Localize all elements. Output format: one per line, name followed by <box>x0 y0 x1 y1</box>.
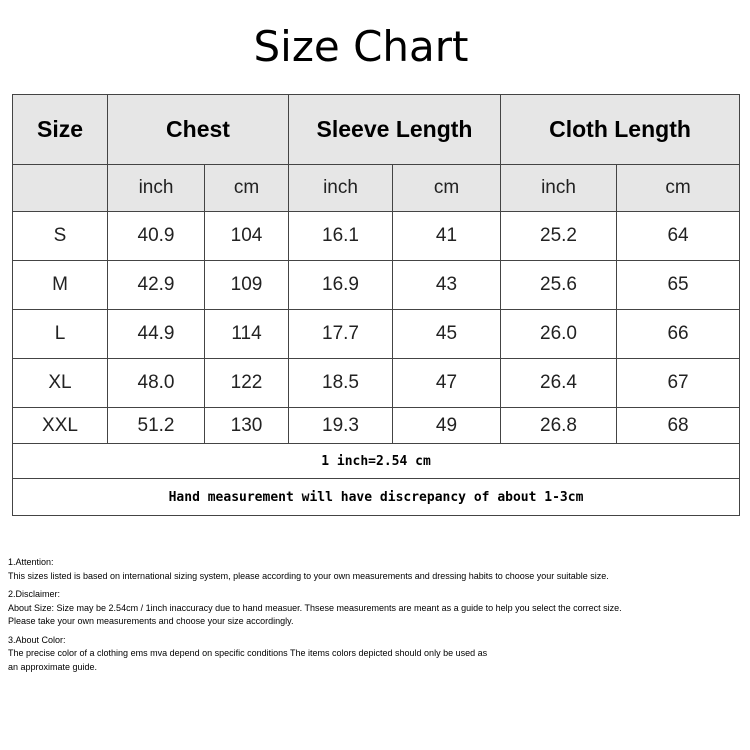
attention-heading: 1.Attention: <box>8 557 54 567</box>
unit-sleeve-inch: inch <box>289 165 393 212</box>
table-cell: 47 <box>393 359 501 408</box>
header-cloth-length: Cloth Length <box>501 95 740 165</box>
table-cell: 48.0 <box>108 359 205 408</box>
table-cell: 17.7 <box>289 310 393 359</box>
color-text: The precise color of a clothing ems mva depend on specific conditions The items colors depicted should only be used as <box>8 648 488 658</box>
conversion-note-row <box>13 444 740 479</box>
table-cell: 130 <box>205 408 289 444</box>
table-cell: 43 <box>393 261 501 310</box>
table-cell: 19.3 <box>289 408 393 444</box>
table-cell: 122 <box>205 359 289 408</box>
disclaimer-text: About Size: Size may be 2.54cm / 1inch inaccuracy due to hand measuer. Thsese measurements are meant as a guide to help you select the correct size. <box>8 602 622 613</box>
conversion-note: 1 inch=2.54 cm <box>13 444 740 479</box>
table-cell: 26.0 <box>501 310 617 359</box>
disclaimer-heading: 2.Disclaimer: <box>8 589 61 599</box>
table-cell: 18.5 <box>289 359 393 408</box>
page-title: Size Chart <box>253 22 469 71</box>
unit-chest-inch: inch <box>108 165 205 212</box>
discrepancy-note: Hand measurement will have discrepancy of about 1-3cm <box>13 479 740 516</box>
size-cell: S <box>13 212 108 261</box>
attention-text: This sizes listed is based on international sizing system, please according to your own measurements and dressing habits to choose your suitable size. <box>8 570 609 581</box>
header-chest: Chest <box>108 95 289 165</box>
color-note <box>8 634 746 675</box>
table-row <box>13 359 740 408</box>
table-cell: 64 <box>617 212 740 261</box>
header-row <box>13 95 740 165</box>
table-cell: 40.9 <box>108 212 205 261</box>
color-heading: 3.About Color: <box>8 634 66 645</box>
header-sleeve-length: Sleeve Length <box>289 95 501 165</box>
unit-chest-cm: cm <box>205 165 289 212</box>
size-cell: XL <box>13 359 108 408</box>
table-cell: 51.2 <box>108 408 205 444</box>
table-row <box>13 261 740 310</box>
table-cell: 66 <box>617 310 740 359</box>
table-cell: 16.1 <box>289 212 393 261</box>
table-cell: 114 <box>205 310 289 359</box>
table-cell: 67 <box>617 359 740 408</box>
table-cell: 65 <box>617 261 740 310</box>
table-cell: 42.9 <box>108 261 205 310</box>
table-cell: 104 <box>205 212 289 261</box>
table-row <box>13 212 740 261</box>
size-chart-table <box>12 94 740 516</box>
disclaimer-text: Please take your own measurements and choose your size accordingly. <box>8 616 294 626</box>
table-cell: 25.2 <box>501 212 617 261</box>
table-cell: 26.8 <box>501 408 617 444</box>
table-cell: 109 <box>205 261 289 310</box>
unit-row <box>13 165 740 212</box>
disclaimer-note <box>8 588 746 629</box>
header-size: Size <box>13 95 108 165</box>
unit-sleeve-cm: cm <box>393 165 501 212</box>
color-text: an approximate guide. <box>8 661 98 672</box>
table-cell: 41 <box>393 212 501 261</box>
table-cell: 68 <box>617 408 740 444</box>
size-cell: XXL <box>13 408 108 444</box>
table-row <box>13 408 740 444</box>
unit-cloth-cm: cm <box>617 165 740 212</box>
table-row <box>13 310 740 359</box>
table-cell: 49 <box>393 408 501 444</box>
table-cell: 16.9 <box>289 261 393 310</box>
size-cell: L <box>13 310 108 359</box>
attention-note <box>8 556 746 583</box>
table-cell: 25.6 <box>501 261 617 310</box>
notes-section <box>8 556 746 679</box>
unit-cloth-inch: inch <box>501 165 617 212</box>
unit-blank-cell <box>13 165 108 212</box>
table-cell: 44.9 <box>108 310 205 359</box>
discrepancy-note-row <box>13 479 740 516</box>
table-cell: 45 <box>393 310 501 359</box>
table-cell: 26.4 <box>501 359 617 408</box>
size-cell: M <box>13 261 108 310</box>
